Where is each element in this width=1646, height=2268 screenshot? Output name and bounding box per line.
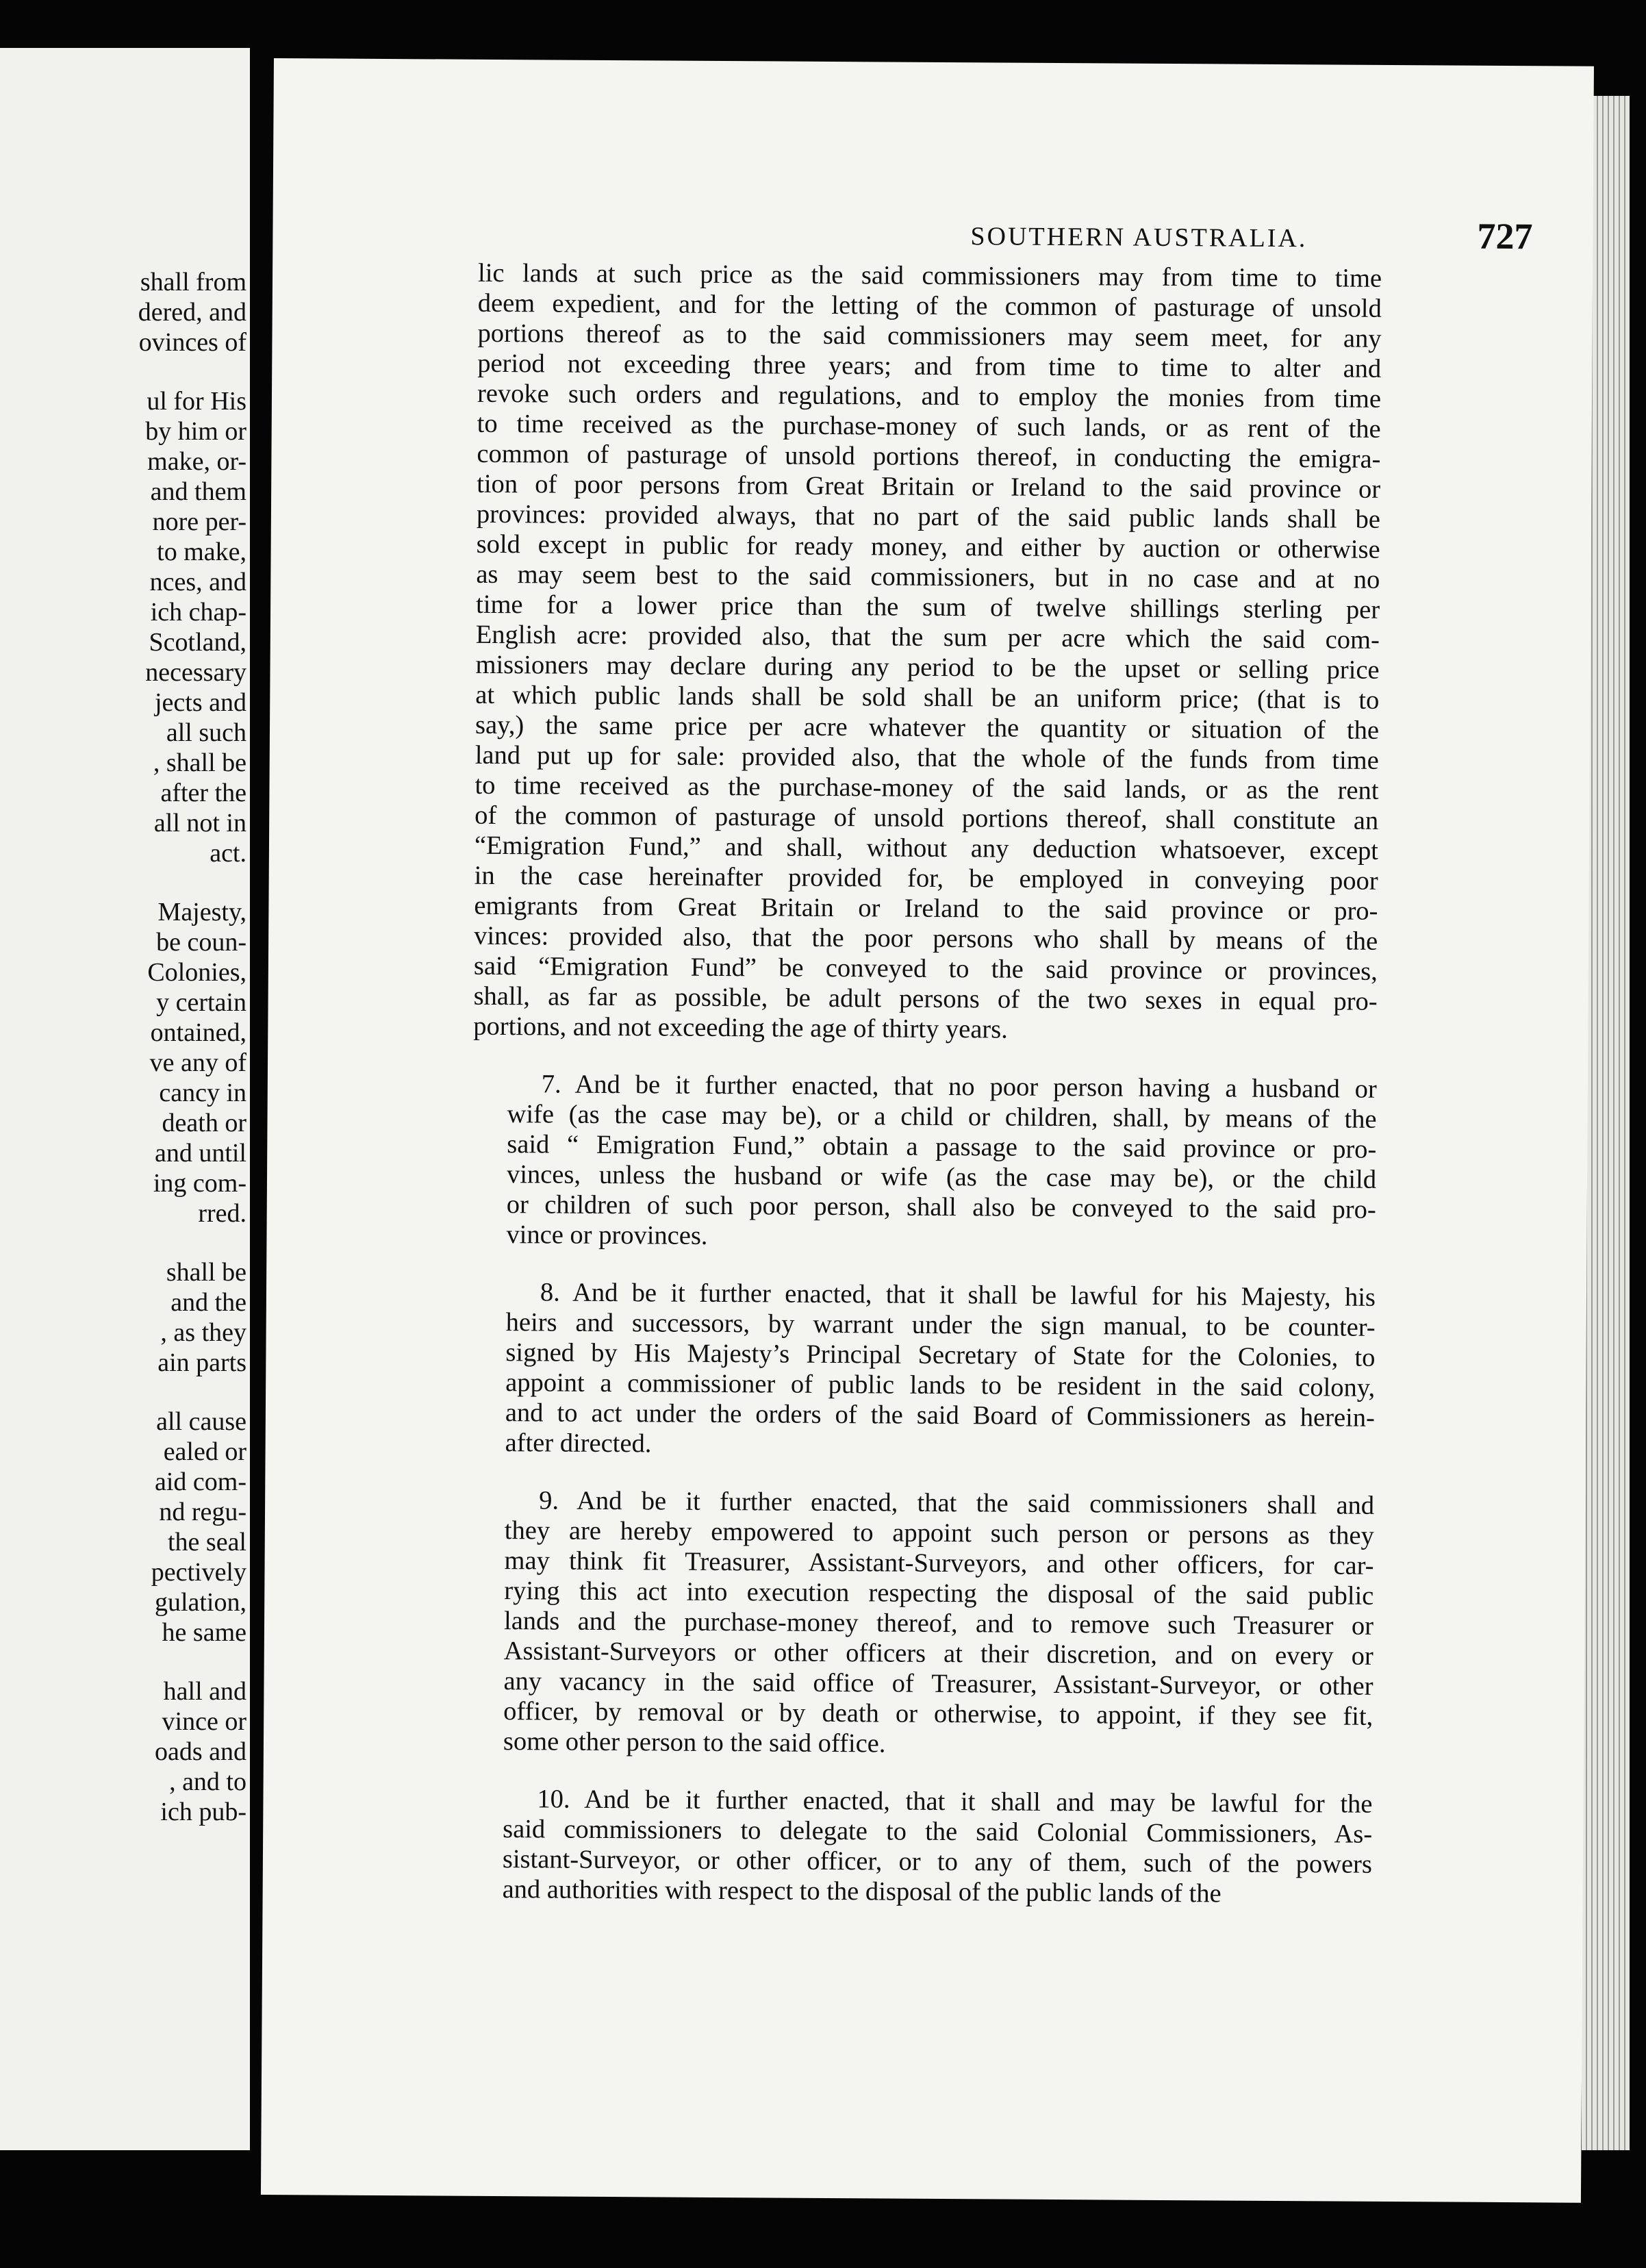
text-line: said “Emigration Fund” be conveyed to the said province or provinces, <box>473 951 1378 986</box>
text-line: wife (as the case may be), or a child or children, shall, by means of the <box>507 1100 1377 1134</box>
left-fragment-line: ich pub- <box>160 1798 246 1826</box>
left-fragment-line: the seal <box>167 1528 246 1557</box>
left-fragment-line: Scotland, <box>149 628 246 657</box>
text-line: deem expedient, and for the letting of the common of pasturage of unsold <box>477 288 1382 323</box>
text-line: rying this act into execution respecting the disposal of the said public <box>504 1576 1374 1611</box>
text-line: common of pasturage of unsold portions thereof, in conducting the emigra- <box>477 439 1381 474</box>
left-fragment-line: aid com- <box>154 1467 246 1496</box>
text-line: after directed. <box>505 1428 652 1459</box>
text-line: period not exceeding three years; and from time to time to alter and <box>477 349 1382 383</box>
left-fragment-line: act. <box>210 839 246 868</box>
left-fragment-line: Colonies, <box>147 958 246 987</box>
text-line: 9. And be it further enacted, that the said commissioners shall and <box>539 1486 1375 1520</box>
page-number: 727 <box>1477 215 1533 257</box>
text-line: English acre: provided also, that the sum per acre which the said com- <box>475 620 1380 655</box>
left-fragment-line: all cause <box>156 1407 246 1436</box>
right-page <box>261 58 1594 2203</box>
text-line: 8. And be it further enacted, that it shall be lawful for his Majesty, his <box>540 1278 1376 1312</box>
text-line: said “ Emigration Fund,” obtain a passage to the said province or pro- <box>507 1130 1377 1164</box>
left-fragment-line: necessary <box>145 658 246 687</box>
left-fragment-line: ontained, <box>150 1018 246 1047</box>
paragraph <box>469 1485 1374 1762</box>
left-fragment-line: cancy in <box>159 1079 246 1107</box>
left-fragment-line: oads and <box>154 1737 246 1766</box>
left-fragment-line: after the <box>160 779 246 807</box>
left-fragment-line: Majesty, <box>157 898 246 927</box>
text-line: provinces: provided always, that no part of the said public lands shall be <box>476 499 1381 534</box>
text-line: lic lands at such price as the said commissioners may from time to time <box>477 258 1382 293</box>
text-line: at which public lands shall be sold shall be an uniform price; (that is to <box>475 680 1380 715</box>
left-fragment-line: all not in <box>153 809 246 837</box>
text-line: tion of poor persons from Great Britain or Ireland to the said province or <box>477 469 1381 504</box>
left-page <box>0 48 250 2150</box>
text-line: of the common of pasturage of unsold portions thereof, shall constitute an <box>474 801 1379 835</box>
text-line: they are hereby empowered to appoint such person or persons as they <box>504 1516 1374 1550</box>
left-fragment-line: by him or <box>145 417 246 446</box>
left-fragment-line: to make, <box>157 538 246 566</box>
left-fragment-line: y certain <box>156 988 246 1017</box>
text-line: Assistant-Surveyors or other officers at their discretion, and on every or <box>503 1637 1373 1671</box>
text-line: officer, by removal or by death or otherwise, to appoint, if they see fit, <box>503 1697 1373 1731</box>
text-line: portions, and not exceeding the age of thirty years. <box>473 1011 1008 1044</box>
left-fragment-line: make, or- <box>147 447 246 476</box>
left-fragment-line: be coun- <box>156 928 246 957</box>
text-line: emigrants from Great Britain or Ireland to the said province or pro- <box>474 891 1378 926</box>
left-fragment-line: ain parts <box>157 1348 246 1377</box>
left-fragment-line: vince or <box>162 1707 246 1736</box>
left-fragment-line: , shall be <box>153 748 246 777</box>
text-line: say,) the same price per acre whatever the quantity or situation of the <box>474 710 1380 745</box>
text-line: sold except in public for ready money, and either by auction or otherwise <box>476 529 1380 564</box>
text-line: and to act under the orders of the said Board of Commissioners as herein- <box>505 1398 1376 1433</box>
text-line: in the case hereinafter provided for, be employed in conveying poor <box>474 861 1378 896</box>
text-line: missioners may declare during any period to be the upset or selling price <box>475 650 1380 685</box>
text-line: 10. And be it further enacted, that it shall and may be lawful for the <box>537 1785 1373 1819</box>
left-fragment-line: and them <box>150 477 246 506</box>
text-line: time for a lower price than the sum of twelve shillings sterling per <box>476 590 1380 625</box>
text-line: portions thereof as to the said commissioners may seem meet, for any <box>477 318 1382 353</box>
text-line: or children of such poor person, shall also be conveyed to the said pro- <box>506 1190 1376 1224</box>
text-line: sistant-Surveyor, or other officer, or to any of them, such of the powers <box>502 1845 1373 1879</box>
text-line: and authorities with respect to the disposal of the public lands of the <box>502 1875 1221 1908</box>
text-line: appoint a commissioner of public lands to be resident in the said colony, <box>505 1368 1376 1402</box>
left-fragment-line: nd regu- <box>159 1498 246 1526</box>
left-fragment-line: ve any of <box>149 1048 246 1077</box>
text-line: as may seem best to the said commissioners, but in no case and at no <box>476 559 1380 594</box>
left-fragment-gap <box>0 1648 246 1676</box>
text-line: shall, as far as possible, be adult persons of the two sexes in equal pro- <box>473 981 1378 1016</box>
left-fragment-line: shall from <box>140 268 246 297</box>
left-fragment-gap <box>0 1378 246 1407</box>
text-line: vinces, unless the husband or wife (as the case may be), or the child <box>506 1160 1377 1194</box>
left-fragment-line: and the <box>170 1288 246 1317</box>
text-line: “Emigration Fund,” and shall, without any deduction whatsoever, except <box>474 831 1379 866</box>
text-line: lands and the purchase-money thereof, and to remove such Treasurer or <box>503 1606 1374 1641</box>
left-fragment-line: shall be <box>166 1258 246 1287</box>
left-fragment-line: ich chap- <box>150 598 246 627</box>
text-line: any vacancy in the said office of Treasurer, Assistant-Surveyor, or other <box>503 1667 1373 1701</box>
left-fragment-line: he same <box>162 1618 246 1647</box>
text-line: revoke such orders and regulations, and to employ the monies from time <box>477 379 1382 414</box>
left-page-text-fragments <box>0 267 246 1827</box>
paragraph <box>471 1277 1376 1463</box>
left-fragment-line: , as they <box>160 1318 246 1347</box>
left-fragment-line: , and to <box>169 1767 246 1796</box>
left-fragment-line: nces, and <box>149 568 246 596</box>
text-line: land put up for sale: provided also, that the whole of the funds from time <box>474 740 1379 775</box>
left-fragment-line: ul for His <box>147 387 246 416</box>
left-fragment-line: gulation, <box>154 1588 246 1617</box>
text-line: vince or provinces. <box>506 1220 708 1250</box>
paragraph <box>468 1784 1373 1910</box>
left-fragment-line: ovinces of <box>138 328 246 357</box>
left-fragment-line: rred. <box>198 1199 246 1228</box>
left-fragment-line: nore per- <box>152 507 246 536</box>
text-line: may think fit Treasurer, Assistant-Surveyors, and other officers, for car- <box>504 1546 1374 1580</box>
body-text <box>468 258 1382 1937</box>
left-fragment-line: pectively <box>151 1558 246 1587</box>
left-fragment-line: hall and <box>163 1677 246 1706</box>
left-fragment-line: death or <box>162 1109 246 1137</box>
text-line: 7. And be it further enacted, that no poor person having a husband or <box>541 1070 1377 1104</box>
text-line: signed by His Majesty’s Principal Secretary of State for the Colonies, to <box>505 1338 1376 1372</box>
left-fragment-line: ealed or <box>163 1437 246 1466</box>
text-line: some other person to the said office. <box>503 1727 886 1759</box>
paragraph <box>472 1069 1377 1255</box>
left-fragment-line: all such <box>166 718 246 747</box>
text-line: vinces: provided also, that the poor persons who shall by means of the <box>474 921 1378 956</box>
left-fragment-gap <box>0 868 246 897</box>
text-line: said commissioners to delegate to the said Colonial Commissioners, As- <box>503 1815 1373 1849</box>
left-fragment-gap <box>0 357 246 386</box>
left-fragment-line: dered, and <box>138 298 246 327</box>
running-head: SOUTHERN AUSTRALIA. <box>970 222 1308 253</box>
left-fragment-line: jects and <box>154 688 246 717</box>
text-line: to time received as the purchase-money of such lands, or as rent of the <box>477 409 1381 444</box>
paragraph <box>473 258 1382 1047</box>
text-line: to time received as the purchase-money of the said lands, or as the rent <box>474 770 1379 805</box>
left-fragment-line: ing com- <box>153 1169 246 1198</box>
text-line: heirs and successors, by warrant under the sign manual, to be counter- <box>505 1308 1376 1342</box>
left-fragment-gap <box>0 1228 246 1257</box>
left-fragment-line: and until <box>154 1139 246 1168</box>
